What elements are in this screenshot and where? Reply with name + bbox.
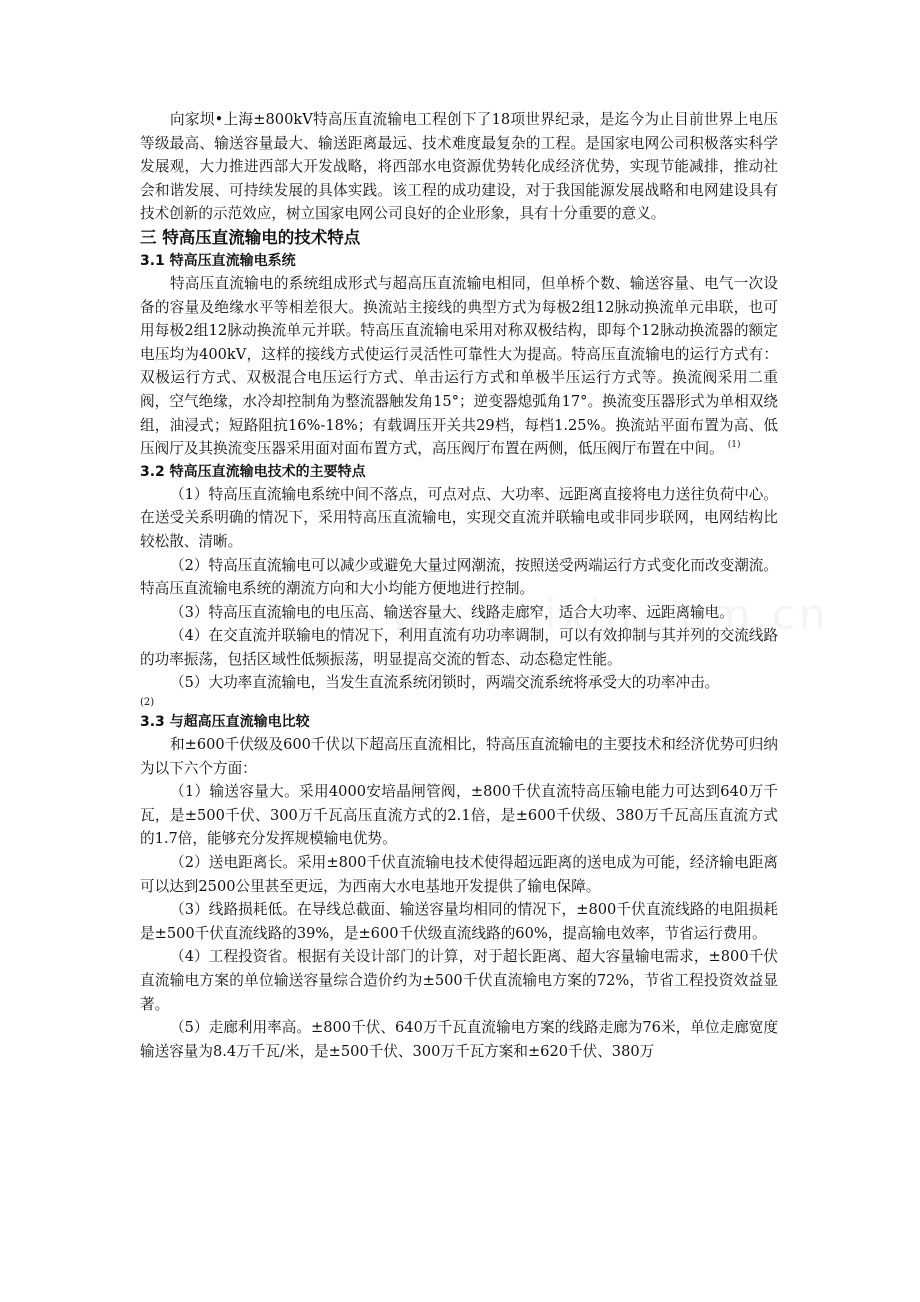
- list-item: （5）大功率直流输电，当发生直流系统闭锁时，两端交流系统将承受大的功率冲击。: [170, 674, 720, 692]
- list-item: （1）特高压直流输电系统中间不落点，可点对点、大功率、远距离直接将电力送往负荷中心。在送受关系明确的情况下，采用特高压直流输电，实现交直流并联输电或非同步联网，电网结构比较松散、清晰。: [140, 485, 778, 550]
- list-item: （2）特高压直流输电可以减少或避免大量过网潮流，按照送受两端运行方式变化而改变潮流。特高压直流输电系统的潮流方向和大小均能方便地进行控制。: [140, 556, 778, 598]
- paragraph-3-1: [140, 272, 778, 461]
- paragraph-3-1-text: 特高压直流输电的系统组成形式与超高压直流输电相同，但单桥个数、输送容量、电气一次设备的容量及绝缘水平等相差很大。换流站主接线的典型方式为每极2组12脉动换流单元串联，也可用每极2组12脉动换流单元并联。特高压直流输电采用对称双极结构，即每个12脉动换流器的额定电压均为400kV，这样的接线方式使运行灵活性可靠性大为提高。特高压直流输电的运行方式有：双极运行方式、双极混合电压运行方式、单击运行方式和单极半压运行方式等。换流阀采用二重阀，空气绝缘，水冷却控制角为整流器触发角15°；逆变器熄弧角17°。换流变压器形式为单相双绕组，油浸式；短路阻抗16%-18%；有载调压开关共29档，每档1.25%。换流站平面布置为高、低压阀厅及其换流变压器采用面对面布置方式，高压阀厅布置在两侧，低压阀厅布置在中间。: [140, 274, 778, 458]
- subsection-heading-3-2: 3.2 特高压直流输电技术的主要特点: [140, 463, 366, 480]
- subsection-heading-3-1: 3.1 特高压直流输电系统: [140, 252, 296, 269]
- paragraph-3-3-intro: 和±600千伏级及600千伏以下超高压直流相比，特高压直流输电的主要技术和经济优势可归纳为以下六个方面：: [140, 736, 778, 777]
- list-item: （3）特高压直流输电的电压高、输送容量大、线路走廊窄，适合大功率、远距离输电。: [170, 603, 734, 621]
- list-item: （4）工程投资省。根据有关设计部门的计算，对于超长距离、超大容量输电需求，±800千伏直流输电方案的单位输送容量综合造价约为±500千伏直流输电方案的72%，节省工程投资效益显著。: [140, 948, 778, 1013]
- list-item: （2）送电距离长。采用±800千伏直流输电技术使得超远距离的送电成为可能，经济输电距离可以达到2500公里甚至更远，为西南大水电基地开发提供了输电保障。: [140, 854, 778, 895]
- list-item: （1）输送容量大。采用4000安培晶闸管阀，±800千伏直流特高压输电能力可达到640万千瓦，是±500千伏、300万千瓦高压直流方式的2.1倍，是±600千伏级、380万千瓦高压直流方式的1.7倍，能够充分发挥规模输电优势。: [140, 783, 778, 848]
- intro-paragraph: 向家坝•上海±800kV特高压直流输电工程创下了18项世界纪录，是迄今为止目前世界上电压等级最高、输送容量最大、输送距离最远、技术难度最复杂的工程。是国家电网公司积极落实科学发展观，大力推进西部大开发战略，将西部水电资源优势转化成经济优势，实现节能减排，推动社会和谐发展、可持续发展的具体实践。该工程的成功建设，对于我国能源发展战略和电网建设具有技术创新的示范效应，树立国家电网公司良好的企业形象，具有十分重要的意义。: [140, 111, 778, 223]
- document-body: [140, 108, 778, 1063]
- reference-marker: (1): [727, 440, 741, 451]
- list-item: （5）走廊利用率高。±800千伏、640万千瓦直流输电方案的线路走廊为76米，单位走廊宽度输送容量为8.4万千瓦/米，是±500千伏、300万千瓦方案和±620千伏、380万: [140, 1019, 778, 1060]
- subsection-heading-3-3: 3.3 与超高压直流输电比较: [140, 714, 310, 731]
- list-item: （4）在交直流并联输电的情况下，利用直流有功功率调制，可以有效抑制与其并列的交流线路的功率振荡，包括区域性低频振荡，明显提高交流的暂态、动态稳定性能。: [140, 627, 778, 668]
- list-item: （3）线路损耗低。在导线总截面、输送容量均相同的情况下，±800千伏直流线路的电阻损耗是±500千伏直流线路的39%，是±600千伏级直流线路的60%，提高输电效率，节省运行费用。: [140, 901, 778, 942]
- section-heading: 三 特高压直流输电的技术特点: [140, 227, 361, 247]
- reference-marker: (2): [140, 697, 155, 709]
